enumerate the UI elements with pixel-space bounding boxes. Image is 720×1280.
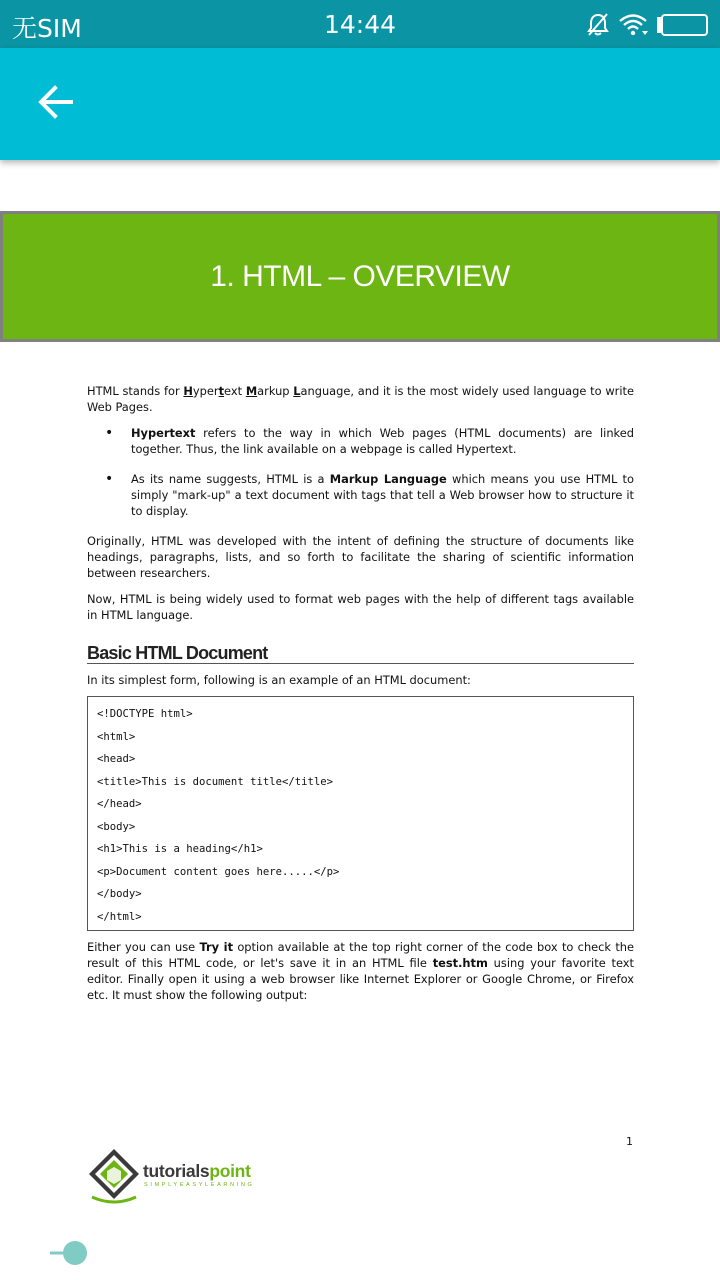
list-item: • As its name suggests, HTML is a Markup Language which means you use HTML to simply "mark-up" a text document with tags that tell a Web browser how to structure it to display. — [105, 471, 634, 518]
back-button[interactable] — [28, 78, 84, 130]
section-heading: Basic HTML Document — [87, 645, 634, 664]
code-line: <html> — [97, 730, 136, 743]
code-line: <p>Document content goes here.....</p> — [97, 865, 340, 878]
code-line: </head> — [97, 798, 142, 810]
section-intro: In its simplest form, following is an example of an HTML document: — [87, 673, 471, 687]
app-bar — [0, 48, 720, 160]
usage-paragraph: Now, HTML is being widely used to format web pages with the help of different tags available in HTML language. — [87, 592, 634, 622]
page-scrubber-handle-icon[interactable] — [50, 1251, 90, 1270]
tutorialspoint-logo — [87, 1147, 297, 1207]
page-number: 1 — [626, 1135, 633, 1148]
origin-paragraph: Originally, HTML was developed with the intent of defining the structure of documents like headings, paragraphs, lists, and so forth to facilitate the sharing of scientific information between researchers. — [87, 534, 634, 580]
page-scrubber[interactable] — [50, 1240, 90, 1266]
document-content — [87, 383, 634, 1013]
code-line: <!DOCTYPE html> — [97, 708, 193, 720]
code-line: <h1>This is a heading</h1> — [97, 843, 263, 855]
status-time: 14:44 — [323, 10, 397, 39]
list-item: • Hypertext refers to the way in which Web pages (HTML documents) are linked together. Thus, the link available on a webpage is called Hypertext. — [105, 425, 634, 456]
bullet-list — [87, 425, 634, 519]
logo-wordmark: tutorialspoint — [143, 1161, 251, 1181]
intro-paragraph: HTML stands for Hypertext Markup Language, and it is the most widely used language to write Web Pages. — [87, 384, 634, 414]
logo-tagline: SIMPLYEASYLEARNING — [144, 1182, 255, 1188]
mute-icon — [586, 12, 610, 38]
code-line: </html> — [97, 910, 142, 923]
code-line: <head> — [97, 753, 136, 765]
code-line: <body> — [97, 820, 136, 833]
status-icons — [586, 10, 708, 40]
carrier-label: 无SIM — [12, 14, 82, 43]
chapter-title: 1. HTML – OVERVIEW — [210, 259, 510, 293]
code-box — [87, 696, 634, 931]
closing-paragraph: Either you can use Try it option available at the top right corner of the code box to check the result of this HTML code, or let's save it in an HTML file test.htm using your favorite text editor. Finally open it using a web browser like Internet Explorer or Google Chrome, or Firefox etc. It must show the following output: — [87, 940, 635, 1002]
code-line: <title>This is document title</title> — [97, 775, 333, 788]
status-bar — [0, 0, 720, 48]
wifi-icon — [618, 13, 648, 37]
arrow-left-icon — [38, 85, 74, 123]
chapter-banner — [0, 211, 720, 342]
battery-icon — [656, 14, 708, 36]
code-line: </body> — [97, 888, 142, 900]
document-page[interactable] — [0, 160, 720, 1280]
